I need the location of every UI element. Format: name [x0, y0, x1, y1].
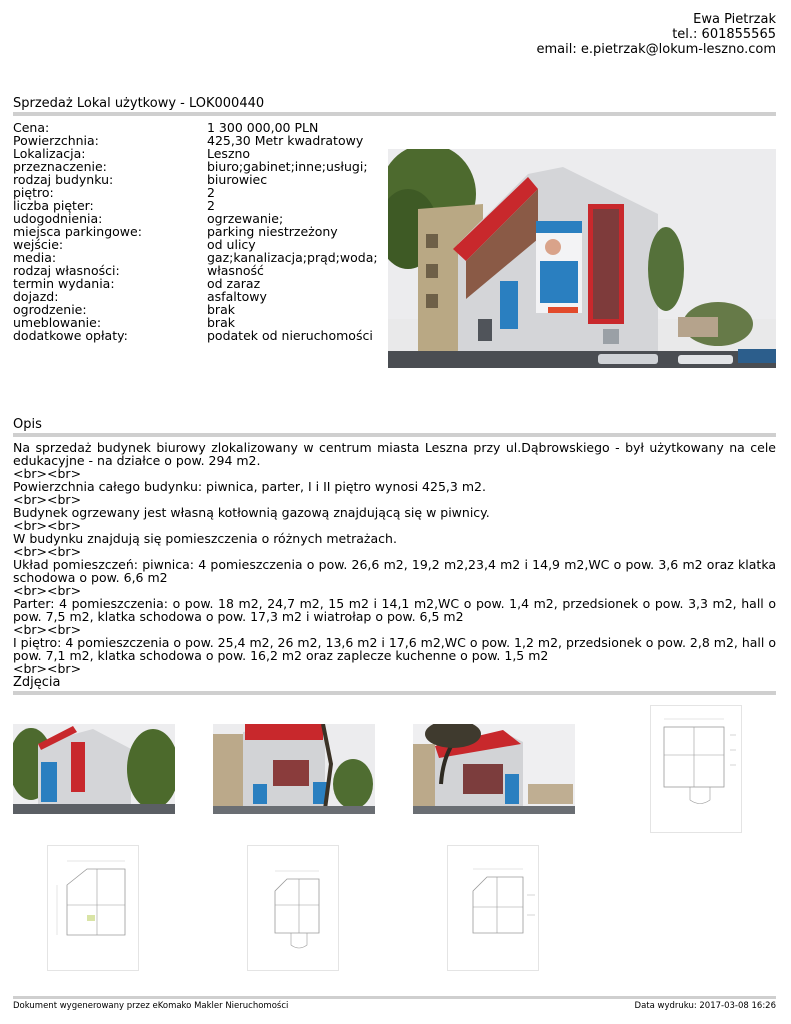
detail-row	[13, 277, 378, 290]
footer-generated-by: Dokument wygenerowany przez eKomako Makler Nieruchomości	[13, 1001, 289, 1011]
photos-divider	[13, 691, 776, 695]
detail-label: dojazd:	[13, 289, 59, 304]
detail-value: 2	[207, 185, 215, 200]
description-title: Opis	[13, 417, 42, 432]
main-building-photo[interactable]	[388, 149, 776, 368]
detail-label: wejście:	[13, 237, 64, 252]
description-paragraph: <br><br>	[13, 492, 82, 507]
detail-value: biuro;gabinet;inne;usługi;	[207, 159, 368, 174]
description-paragraph: I piętro: 4 pomieszczenia o pow. 25,4 m2, 26 m2, 13,6 m2 i 17,6 m2,WC o pow. 1,2 m2, przedsionek o pow. 2,8 m2, hall o pow. 7,1 m2, klatka schodowa o pow. 16,2 m2 oraz zaplecze kuchenne o pow. 1,5 m2	[13, 635, 776, 663]
floor-plan-thumbnail-4[interactable]	[447, 845, 539, 971]
detail-label: rodzaj własności:	[13, 263, 120, 278]
floor-plan-thumbnail-2[interactable]	[47, 845, 139, 971]
detail-label: miejsca parkingowe:	[13, 224, 142, 239]
detail-value: od ulicy	[207, 237, 256, 252]
floor-plan-thumbnail-3[interactable]	[247, 845, 339, 971]
contact-block	[537, 12, 776, 57]
description-paragraph: Powierzchnia całego budynku: piwnica, parter, I i II piętro wynosi 425,3 m2.	[13, 479, 486, 494]
contact-phone: tel.: 601855565	[672, 27, 776, 42]
photo-thumbnail-2[interactable]	[213, 724, 375, 814]
footer-divider	[13, 996, 776, 999]
description-paragraph: <br><br>	[13, 518, 82, 533]
description-divider	[13, 433, 776, 437]
detail-value: asfaltowy	[207, 289, 267, 304]
detail-label: przeznaczenie:	[13, 159, 107, 174]
photo-thumbnail-1[interactable]	[13, 724, 175, 814]
description-paragraph: Układ pomieszczeń: piwnica: 4 pomieszczenia o pow. 26,6 m2, 19,2 m2,23,4 m2 i 14,9 m2,WC o pow. 3,6 m2 oraz klatka schodowa o pow. 6,6 m2	[13, 557, 776, 585]
detail-label: ogrodzenie:	[13, 302, 87, 317]
detail-label: termin wydania:	[13, 276, 115, 291]
detail-row	[13, 225, 378, 238]
description-paragraph: Na sprzedaż budynek biurowy zlokalizowany w centrum miasta Leszna przy ul.Dąbrowskiego - był użytkowany na cele edukacyjne - na działce o pow. 294 m2.	[13, 440, 776, 468]
description-body	[13, 441, 776, 675]
detail-label: media:	[13, 250, 57, 265]
title-divider	[13, 112, 776, 116]
description-paragraph: <br><br>	[13, 661, 82, 676]
detail-label: Lokalizacja:	[13, 146, 86, 161]
detail-value: od zaraz	[207, 276, 261, 291]
details-table	[13, 121, 378, 342]
description-paragraph: <br><br>	[13, 544, 82, 559]
description-paragraph: <br><br>	[13, 622, 82, 637]
detail-value: parking niestrzeżony	[207, 224, 338, 239]
contact-email[interactable]: email: e.pietrzak@lokum-leszno.com	[536, 42, 776, 57]
detail-value: biurowiec	[207, 172, 268, 187]
detail-value: Leszno	[207, 146, 251, 161]
detail-label: udogodnienia:	[13, 211, 103, 226]
listing-title: Sprzedaż Lokal użytkowy - LOK000440	[13, 96, 265, 111]
detail-label: rodzaj budynku:	[13, 172, 114, 187]
detail-value: własność	[207, 263, 264, 278]
detail-label: Powierzchnia:	[13, 133, 99, 148]
description-paragraph: <br><br>	[13, 466, 82, 481]
floor-plan-thumbnail-1[interactable]	[650, 705, 742, 833]
detail-row	[13, 329, 378, 342]
detail-value: 425,30 Metr kwadratowy	[207, 133, 364, 148]
detail-label: Cena:	[13, 120, 50, 135]
detail-value: 2	[207, 198, 215, 213]
detail-value: podatek od nieruchomości	[207, 328, 373, 343]
photos-title: Zdjęcia	[13, 675, 61, 690]
description-paragraph: W budynku znajdują się pomieszczenia o różnych metrażach.	[13, 531, 397, 546]
detail-label: umeblowanie:	[13, 315, 102, 330]
detail-value: brak	[207, 315, 235, 330]
detail-row	[13, 173, 378, 186]
detail-label: piętro:	[13, 185, 54, 200]
description-paragraph: <br><br>	[13, 583, 82, 598]
description-paragraph: Parter: 4 pomieszczenia: o pow. 18 m2, 24,7 m2, 15 m2 i 14,1 m2,WC o pow. 1,4 m2, przedsionek o pow. 3,3 m2, hall o pow. 7,5 m2, klatka schodowa o pow. 17,3 m2 i wiatrołap o pow. 6,5 m2	[13, 596, 776, 624]
detail-label: liczba pięter:	[13, 198, 94, 213]
detail-label: dodatkowe opłaty:	[13, 328, 128, 343]
detail-value: brak	[207, 302, 235, 317]
detail-value: 1 300 000,00 PLN	[207, 120, 319, 135]
footer-print-date: Data wydruku: 2017-03-08 16:26	[634, 1001, 776, 1011]
detail-value: ogrzewanie;	[207, 211, 284, 226]
photo-thumbnail-3[interactable]	[413, 724, 575, 814]
contact-name: Ewa Pietrzak	[693, 12, 776, 27]
description-paragraph: Budynek ogrzewany jest własną kotłownią gazową znajdującą się w piwnicy.	[13, 505, 490, 520]
detail-value: gaz;kanalizacja;prąd;woda;	[207, 250, 378, 265]
